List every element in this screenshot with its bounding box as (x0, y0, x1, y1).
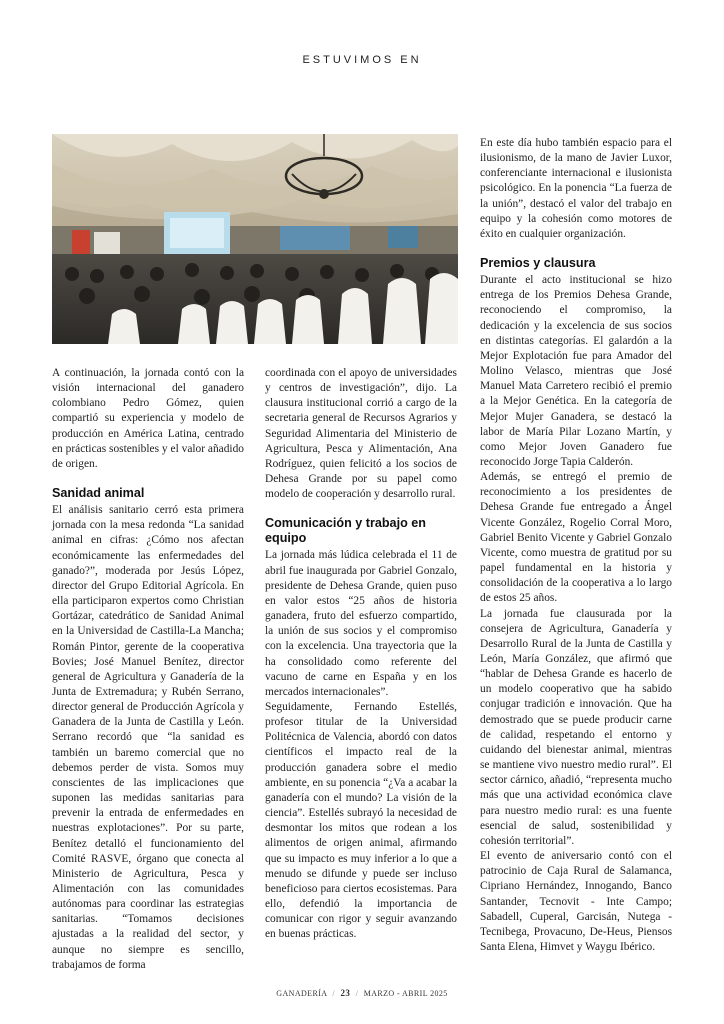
paragraph: Durante el acto institucional se hizo entrega de los Premios Dehesa Grande, reconociendo el compromiso, la dedicación y la excelencia de sus socios en distintas categorías. El galardón a la Mejor Explotación fue para Amador del Molino Velasco, mientras que José Manuel Mata Carretero recibió el premio a la Mejor Genética. En la categoría de Mejor Mujer Ganadera, se destacó la labor de María Pilar Lozano Martín, y como Mejor Joven Ganadero fue reconocido Jorge Tapia Calderón. (480, 274, 672, 468)
footer-separator: / (355, 989, 359, 998)
paragraph: Seguidamente, Fernando Estellés, profesor titular de la Universidad Politécnica de Valencia, abordó con datos científicos el impacto real de la producción ganadera sobre el medio ambiente, en su ponencia “¿Va a acabar la ganadería con el mundo? La visión de la ciencia”. Estellés subrayó la necesidad de desmontar los mitos que rodean a los alimentos de origen animal, afirmando que su impacto es muy inferior a lo que a menudo se difunde y puede ser incluso beneficioso para ciertos ecosistemas. Para ello, defendió la importancia de comunicar con rigor y seguir avanzando en buenas prácticas. (265, 700, 457, 941)
page-number: 23 (340, 988, 351, 998)
subheading-premios: Premios y clausura (480, 256, 596, 271)
section-label: ESTUVIMOS EN (302, 54, 422, 66)
footer-separator: / (332, 989, 336, 998)
article-column-3 (480, 136, 672, 955)
page-footer (0, 988, 724, 998)
paragraph: El evento de aniversario contó con el patrocinio de Caja Rural de Salamanca, Cipriano Hernández, Innogando, Banco Santander, Tecnovit - Inte Campo; Sabadell, Cuperal, Garcisán, Nutega - Tecnibega, Provacuno, De-Heus, Piensos Santa Elena, Himvet y Waygu Ibérico. (480, 850, 672, 953)
subheading-comunicacion: Comunicación y trabajo en equipo (265, 516, 426, 546)
paragraph: El análisis sanitario cerró esta primera jornada con la mesa redonda “La sanidad animal en cifras: ¿Cómo nos afectan económicamente las enfermedades del ganado?”, moderada por Jesús López, director del Grupo Editorial Agrícola. En ella participaron expertos como Christian Gortázar, catedrático de Sanidad Animal en la Universidad de Castilla-La Mancha; Román Pintor, gerente de la cooperativa Bovies; José Manuel Benítez, director general de Agricultura y Ganadería de la Junta de Extremadura; y Rubén Serrano, director general de Producción Agrícola y Ganadera de la Junta de Castilla y León. Serrano recordó que “la sanidad es también un baremo comercial que no debemos perder de vista. Somos muy conscientes de las implicaciones que suponen las medidas sanitarias para prevenir la entrada de enfermedades en nuestras explotaciones”. Por su parte, Benítez detalló el funcionamiento del Comité RASVE, órgano que conecta al Ministerio de Agricultura, Pesca y Alimentación con las comunidades autónomas para coordinar las estrategias sanitarias. “Tomamos decisiones ajustadas a la realidad del sector, y aunque no siempre es sencillo, trabajamos de forma (52, 504, 244, 971)
article-column-1 (52, 366, 244, 973)
paragraph: Además, se entregó el premio de reconocimiento a los presidentes de Dehesa Grande fue entregado a Ángel Vicente González, Rogelio Corral Moro, Gabriel Benito Vicente y Gabriel Gonzalo Vicente, como muestra de gratitud por su papel fundamental en la historia y consolidación de la cooperativa a lo largo de estos 25 años. (480, 471, 672, 605)
subheading-sanidad-animal: Sanidad animal (52, 486, 145, 501)
conference-hall-photo (52, 134, 458, 344)
paragraph: La jornada más lúdica celebrada el 11 de abril fue inaugurada por Gabriel Gonzalo, presidente de Dehesa Grande, quien puso en valor estos “25 años de historia ganadera, fruto del esfuerzo compartido, la unión de sus socios y el compromiso con la excelencia. Una trayectoria que la ha consolidado como referente del vacuno de carne en España y en los mercados internacionales”. (265, 549, 457, 698)
paragraph: coordinada con el apoyo de universidades y centros de investigación”, dijo. La clausura institucional corrió a cargo de la secretaria general de Recursos Agrarios y Seguridad Alimentaria del Ministerio de Agricultura, Pesca y Alimentación, Ana Rodríguez, quien felicitó a los socios de Dehesa Grande por su papel como modelo de cooperación y desarrollo rural. (265, 367, 457, 501)
issue-date: MARZO - ABRIL 2025 (363, 989, 448, 998)
article-column-2 (265, 366, 457, 942)
paragraph: En este día hubo también espacio para el ilusionismo, de la mano de Javier Luxor, conferenciante internacional e ilusionista psicológico. En la ponencia “La fuerza de la unión”, destacó el valor del trabajo en equipo y la cohesión como motores de éxito en cualquier organización. (480, 137, 672, 240)
paragraph: A continuación, la jornada contó con la visión internacional del ganadero colombiano Pedro Gómez, quien compartió su experiencia y modelo de producción en América Latina, centrado en prácticas sostenibles y el valor añadido de origen. (52, 367, 244, 470)
publication-name: GANADERÍA (276, 989, 327, 998)
paragraph: La jornada fue clausurada por la consejera de Agricultura, Ganadería y Desarrollo Rural de la Junta de Castilla y León, María González, que afirmó que “hablar de Dehesa Grande es hacerlo de un modelo cooperativo que ha sabido conjugar tradición e innovación. Que ha demostrado que se puede producir carne de calidad, respetando el entorno y cuidando del bienestar animal, mientras se mantiene vivo nuestro medio rural”. El sector cárnico, añadió, “representa mucho más que una actividad económica clave para nuestro medio rural: es una fuente esencial de salud, sostenibilidad y cohesión territorial”. (480, 607, 672, 847)
